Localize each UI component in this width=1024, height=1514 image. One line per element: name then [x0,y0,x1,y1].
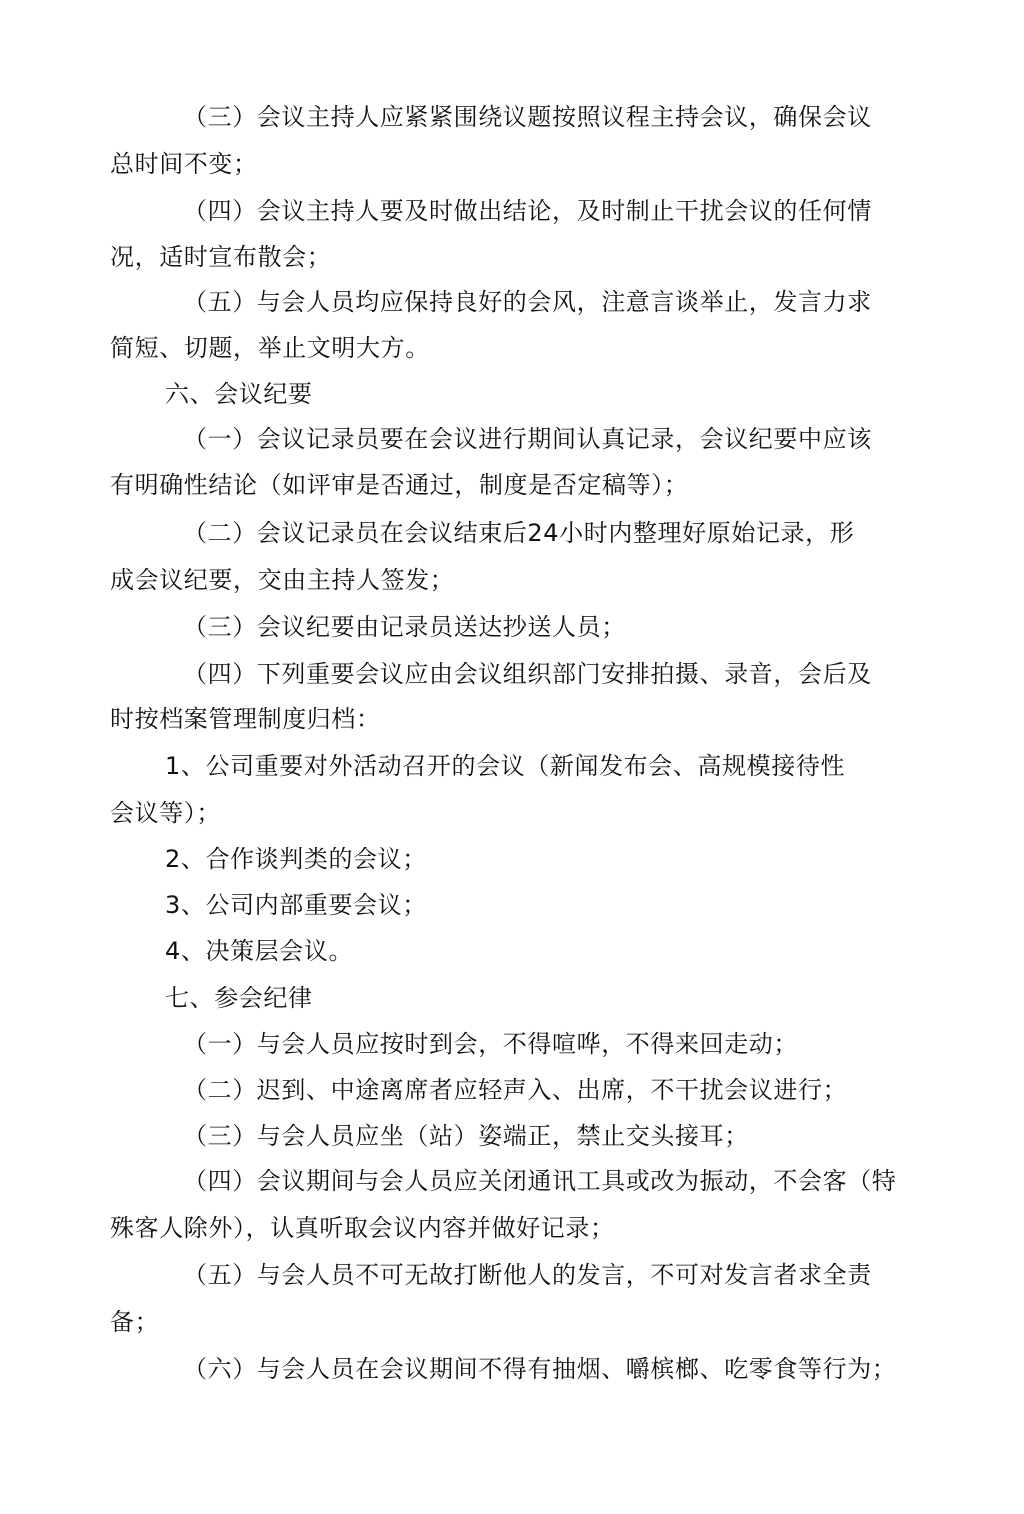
list-item: 3、公司内部重要会议； [165,891,427,919]
paragraph-line: （六）与会人员在会议期间不得有抽烟、嚼槟榔、吃零食等行为； [183,1355,897,1383]
paragraph-line: 会议等）； [110,799,221,827]
paragraph-line: （二）会议记录员在会议结束后24小时内整理好原始记录，形 [183,519,855,547]
paragraph-line: 殊客人除外），认真听取会议内容并做好记录； [110,1214,615,1242]
paragraph-line: （五）与会人员均应保持良好的会风，注意言谈举止，发言力求 [183,288,872,316]
paragraph-line: （一）与会人员应按时到会，不得喧哗，不得来回走动； [183,1030,798,1058]
paragraph-line: （三）会议纪要由记录员送达抄送人员； [183,613,626,641]
list-item: 1、公司重要对外活动召开的会议（新闻发布会、高规模接待性 [165,752,846,780]
list-item: 4、决策层会议。 [165,937,354,965]
paragraph-line: 简短、切题，举止文明大方。 [110,334,430,362]
paragraph-line: （四）下列重要会议应由会议组织部门安排拍摄、录音，会后及 [183,660,872,688]
paragraph-line: 时按档案管理制度归档： [110,705,381,733]
paragraph-line: （三）会议主持人应紧紧围绕议题按照议程主持会议，确保会议 [183,103,872,131]
paragraph-line: 总时间不变； [110,150,258,178]
paragraph-line: 况，适时宣布散会； [110,243,332,271]
paragraph-line: （五）与会人员不可无故打断他人的发言，不可对发言者求全责 [183,1261,872,1289]
paragraph-line: （四）会议期间与会人员应关闭通讯工具或改为振动，不会客（特 [183,1167,897,1195]
paragraph-line: 备； [110,1308,160,1336]
paragraph-line: 成会议纪要，交由主持人签发； [110,566,455,594]
paragraph-line: （一）会议记录员要在会议进行期间认真记录，会议纪要中应该 [183,425,872,453]
paragraph-line: 有明确性结论（如评审是否通过，制度是否定稿等）； [110,471,689,499]
section-heading: 七、参会纪律 [165,984,313,1012]
list-item: 2、合作谈判类的会议； [165,845,427,873]
paragraph-line: （二）迟到、中途离席者应轻声入、出席，不干扰会议进行； [183,1076,848,1104]
paragraph-line: （四）会议主持人要及时做出结论，及时制止干扰会议的任何情 [183,197,872,225]
paragraph-line: （三）与会人员应坐（站）姿端正，禁止交头接耳； [183,1122,749,1150]
section-heading: 六、会议纪要 [165,380,313,408]
